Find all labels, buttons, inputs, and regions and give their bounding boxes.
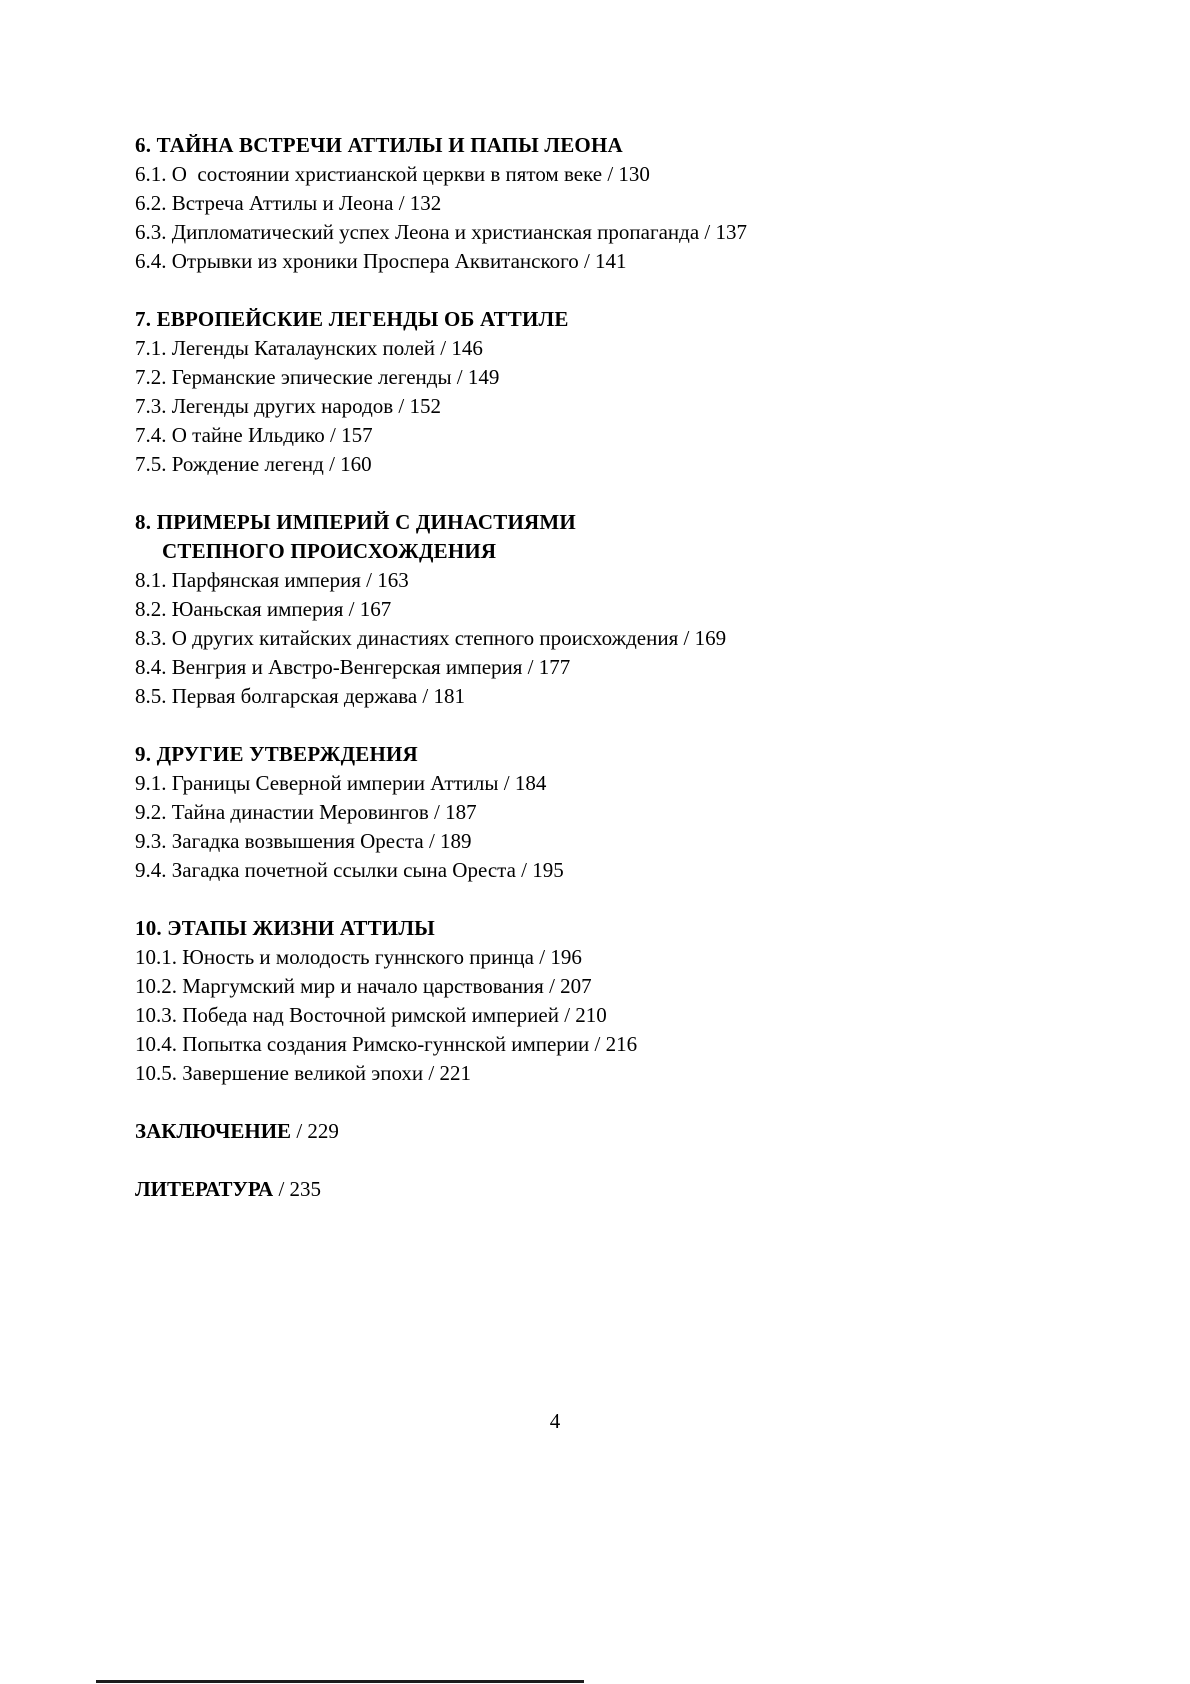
toc-entry: 8.4. Венгрия и Австро-Венгерская империя / 177 (135, 655, 571, 679)
toc-entry: 7.3. Легенды других народов / 152 (135, 394, 442, 418)
section-heading-text: 6. ТАЙНА ВСТРЕЧИ АТТИЛЫ И ПАПЫ ЛЕОНА (135, 133, 623, 157)
toc-entry: 10.2. Маргумский мир и начало царствования / 207 (135, 974, 592, 998)
toc-entry: 7.2. Германские эпические легенды / 149 (135, 365, 500, 389)
back-matter-label: ЛИТЕРАТУРА (135, 1177, 274, 1201)
toc-back-matter-conclusion (135, 1117, 995, 1146)
toc-entry: 10.4. Попытка создания Римско-гуннской империи / 216 (135, 1032, 638, 1056)
section-heading (135, 914, 995, 943)
toc-entry: 10.5. Завершение великой эпохи / 221 (135, 1061, 471, 1085)
back-matter-page-ref: / 229 (291, 1119, 339, 1143)
toc-entry: 9.4. Загадка почетной ссылки сына Ореста / 195 (135, 858, 564, 882)
toc-entry: 10.1. Юность и молодость гуннского принца / 196 (135, 945, 582, 969)
toc-section-7 (135, 305, 995, 479)
section-heading-line2: СТЕПНОГО ПРОИСХОЖДЕНИЯ (162, 539, 497, 563)
toc-entry: 8.5. Первая болгарская держава / 181 (135, 684, 465, 708)
toc-entry: 9.3. Загадка возвышения Ореста / 189 (135, 829, 472, 853)
back-matter-page-ref: / 235 (273, 1177, 322, 1201)
toc-section-8 (135, 508, 995, 711)
toc-entry: 6.1. О состоянии христианской церкви в пятом веке / 130 (135, 162, 650, 186)
toc-section-6 (135, 131, 995, 276)
back-matter-label: ЗАКЛЮЧЕНИЕ (135, 1119, 292, 1143)
toc-entry: 6.2. Встреча Аттилы и Леона / 132 (135, 191, 442, 215)
toc-entry: 8.3. О других китайских династиях степного происхождения / 169 (135, 626, 727, 650)
table-of-contents (135, 131, 995, 1233)
toc-section-9 (135, 740, 995, 885)
toc-entry: 6.3. Дипломатический успех Леона и христианская пропаганда / 137 (135, 220, 747, 244)
toc-entry: 8.2. Юаньская империя / 167 (135, 597, 392, 621)
toc-entry: 8.1. Парфянская империя / 163 (135, 568, 409, 592)
section-heading-text: 10. ЭТАПЫ ЖИЗНИ АТТИЛЫ (135, 916, 435, 940)
toc-entry: 9.1. Границы Северной империи Аттилы / 184 (135, 771, 547, 795)
section-heading-text: 9. ДРУГИЕ УТВЕРЖДЕНИЯ (135, 742, 418, 766)
toc-back-matter-literature (135, 1175, 995, 1204)
section-heading-text: 7. ЕВРОПЕЙСКИЕ ЛЕГЕНДЫ ОБ АТТИЛЕ (135, 307, 569, 331)
section-heading (135, 740, 995, 769)
toc-entry: 7.5. Рождение легенд / 160 (135, 452, 372, 476)
toc-entry: 6.4. Отрывки из хроники Проспера Аквитанского / 141 (135, 249, 627, 273)
section-heading (135, 131, 995, 160)
toc-entry: 9.2. Тайна династии Меровингов / 187 (135, 800, 477, 824)
toc-entry: 7.4. О тайне Ильдико / 157 (135, 423, 373, 447)
toc-entry: 10.3. Победа над Восточной римской империей / 210 (135, 1003, 607, 1027)
toc-entry: 7.1. Легенды Каталаунских полей / 146 (135, 336, 483, 360)
page-number: 4 (549, 1409, 561, 1433)
section-heading (135, 508, 995, 566)
scan-artifact-line (96, 1680, 584, 1683)
section-heading (135, 305, 995, 334)
toc-section-10 (135, 914, 995, 1088)
section-heading-text: 8. ПРИМЕРЫ ИМПЕРИЙ С ДИНАСТИЯМИ (135, 510, 576, 534)
